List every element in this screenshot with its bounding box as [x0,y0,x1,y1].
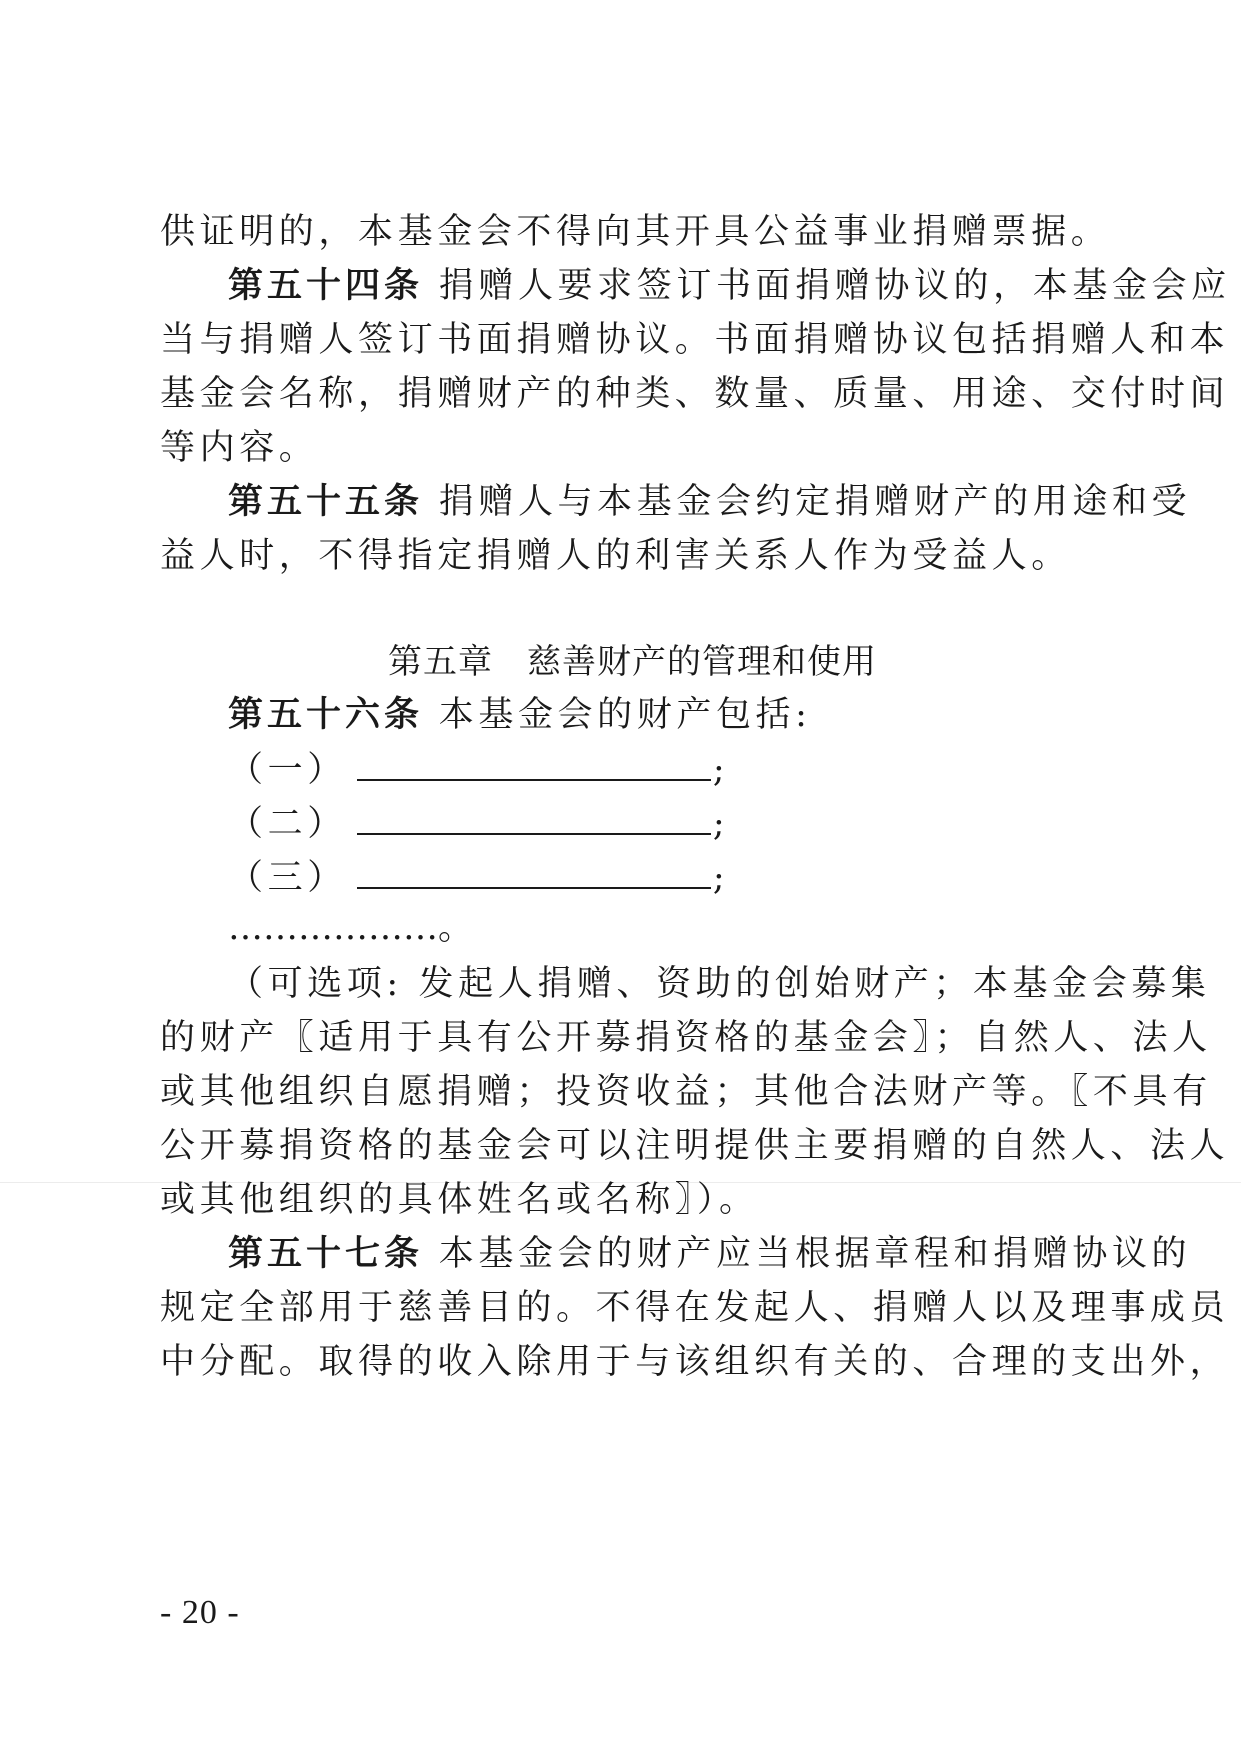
chapter-number: 第五章 [388,642,493,682]
article-57-label: 第五十七条 [228,1234,424,1274]
fill-in-blank [357,803,711,835]
item-label: （一） [228,750,347,790]
chapter-heading [388,642,877,682]
article-54-line-2: 当与捐赠人签订书面捐赠协议。书面捐赠协议包括捐赠人和本 [160,320,1230,360]
article-55-label: 第五十五条 [228,482,424,522]
article-57-line-3: 中分配。取得的收入除用于与该组织有关的、合理的支出外， [160,1342,1230,1382]
item-end: ; [712,750,730,790]
item-label: （三） [228,858,347,898]
optional-note-line-2: 的财产〖适用于具有公开募捐资格的基金会〗；自然人、法人 [160,1018,1212,1058]
optional-note-line-1: （可选项: 发起人捐赠、资助的创始财产；本基金会募集 [228,964,1211,1004]
fill-in-blank [357,857,711,889]
article-55-line-2: 益人时，不得指定捐赠人的利害关系人作为受益人。 [160,536,1071,576]
article-55-line-1 [228,482,1191,522]
optional-note-line-3: 或其他组织自愿捐赠；投资收益；其他合法财产等。〖不具有 [160,1072,1212,1112]
article-54-line-1 [228,266,1231,306]
article-56-line-1 [228,695,812,735]
ellipsis-line: ………………。 [228,908,474,948]
paragraph-line: 供证明的，本基金会不得向其开具公益事业捐赠票据。 [160,212,1111,252]
article-56-item-3 [228,857,729,898]
optional-note-line-4: 公开募捐资格的基金会可以注明提供主要捐赠的自然人、法人 [160,1126,1230,1166]
article-57-line-1 [228,1234,1191,1274]
chapter-title: 慈善财产的管理和使用 [527,642,877,682]
article-54-label: 第五十四条 [228,266,424,306]
article-54-line-4: 等内容。 [160,428,319,468]
article-54-line-3: 基金会名称，捐赠财产的种类、数量、质量、用途、交付时间 [160,374,1230,414]
article-54-text: 捐赠人要求签订书面捐赠协议的，本基金会应 [438,266,1231,306]
item-label: （二） [228,804,347,844]
item-end: ; [712,858,730,898]
article-56-item-1 [228,749,729,790]
article-56-text: 本基金会的财产包括: [438,695,812,735]
article-56-label: 第五十六条 [228,695,424,735]
article-57-text: 本基金会的财产应当根据章程和捐赠协议的 [438,1234,1192,1274]
article-55-text: 捐赠人与本基金会约定捐赠财产的用途和受 [438,482,1192,522]
item-end: ; [712,804,730,844]
article-57-line-2: 规定全部用于慈善目的。不得在发起人、捐赠人以及理事成员 [160,1288,1230,1328]
fill-in-blank [357,749,711,781]
optional-note-line-5: 或其他组织的具体姓名或名称〗）。 [160,1180,759,1220]
article-56-item-2 [228,803,729,844]
page-number: - 20 - [160,1594,240,1631]
